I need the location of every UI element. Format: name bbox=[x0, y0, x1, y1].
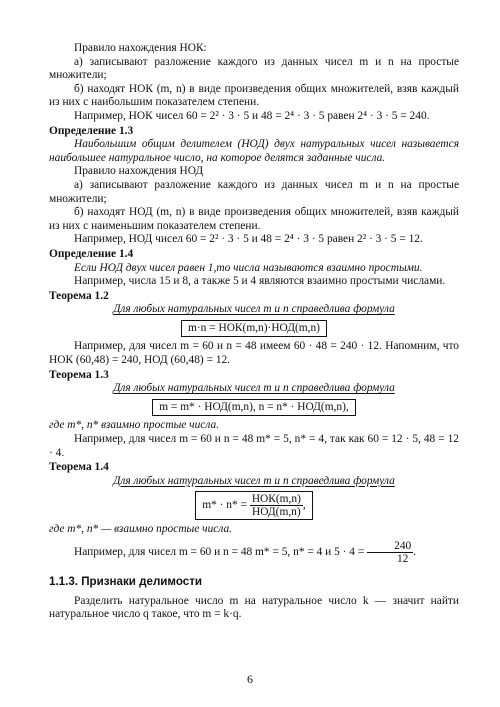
theorem-1-3-statement: Для любых натуральных чисел m и n справедлива формула bbox=[113, 382, 395, 395]
coprime-example: Например, числа 15 и 8, а также 5 и 4 являются взаимно простыми числами. bbox=[74, 275, 446, 288]
example-numerator: 240 bbox=[367, 540, 413, 553]
fraction-numerator: НОК(m,n) bbox=[251, 493, 301, 506]
example-fraction bbox=[367, 540, 413, 565]
rule-gcd-step-a: а) записывают разложение каждого из данных чисел m и n на простые множители; bbox=[49, 178, 459, 205]
theorem-1-2-example: Например, для чисел m = 60 и n = 48 имеем 60 · 48 = 240 · 12. Напомним, что НОК (60,48) = 240, НОД (60,48) = 12. bbox=[49, 340, 459, 367]
rule-gcd-step-b: б) находят НОД (m, n) в виде произведения общих множителей, взяв каждый из них с наименьшим показателем степени. bbox=[49, 206, 459, 232]
formula-fraction bbox=[250, 493, 303, 518]
section-heading: 1.1.3. Признаки делимости bbox=[49, 575, 203, 588]
definition-1-4-heading: Определение 1.4 bbox=[49, 247, 134, 260]
theorem-1-4-formula bbox=[195, 491, 312, 520]
theorem-1-4-note: где m*, n* — взаимно простые числа. bbox=[49, 523, 232, 536]
fraction-denominator: НОД(m,n) bbox=[252, 506, 301, 519]
theorem-1-3-heading: Теорема 1.3 bbox=[49, 368, 109, 381]
formula-comma: , bbox=[302, 499, 306, 512]
rule-lcm-step-b: б) находят НОК (m, n) в виде произведения общих множителей, взяв каждый из них с наибольшим показателем степени. bbox=[49, 82, 459, 109]
theorem-1-3-note: где m*, n* взаимно простые числа. bbox=[49, 419, 220, 432]
theorem-1-4-statement: Для любых натуральных чисел m и n справедлива формула bbox=[113, 474, 395, 487]
lcm-example: Например, НОК чисел 60 = 2² · 3 · 5 и 48 = 2⁴ · 3 · 5 равен 2⁴ · 3 · 5 = 240. bbox=[74, 109, 430, 122]
rule-lcm-step-a: а) записывают разложение каждого из данных чисел m и n на простые множители; bbox=[49, 55, 459, 82]
theorem-1-3-example: Например, для чисел m = 60 и n = 48 m* = 5, n* = 4, так как 60 = 12 · 5, 48 = 12 · 4. bbox=[49, 433, 459, 459]
theorem-1-2-formula: m·n = НОК(m,n)·НОД(m,n) bbox=[181, 320, 327, 338]
definition-1-3-heading: Определение 1.3 bbox=[49, 124, 134, 137]
rule-gcd-title: Правило нахождения НОД bbox=[74, 165, 204, 178]
divisibility-definition: Разделить натуральное число m на натуральное число k — значит найти натуральное число q такое, что m = k·q. bbox=[49, 594, 459, 621]
formula-left-side: m* · n* = bbox=[202, 499, 247, 512]
definition-1-3-text: Наибольшим общим делителем (НОД) двух натуральных чисел называется наибольшее натуральное число, на которое делятся заданные числа. bbox=[49, 138, 459, 164]
rule-lcm-title: Правило нахождения НОК: bbox=[74, 42, 207, 54]
page-number: 6 bbox=[247, 672, 253, 686]
theorem-1-2-heading: Теорема 1.2 bbox=[49, 289, 109, 302]
example-period: . bbox=[413, 546, 417, 559]
theorem-1-4-example bbox=[49, 540, 459, 565]
gcd-example: Например, НОД чисел 60 = 2² · 3 · 5 и 48 = 2⁴ · 3 · 5 равен 2² · 3 · 5 = 12. bbox=[74, 233, 423, 246]
theorem-1-2-statement: Для любых натуральных чисел m и n справедлива формула bbox=[113, 303, 395, 316]
theorem-1-3-formula: m = m* · НОД(m,n), n = n* · НОД(m,n), bbox=[152, 399, 356, 417]
example-text: Например, для чисел m = 60 и n = 48 m* = 5, n* = 4 и 5 · 4 = bbox=[74, 546, 365, 559]
example-denominator: 12 bbox=[396, 553, 409, 565]
definition-1-4-text: Если НОД двух чисел равен 1,то числа называются взаимно простыми. bbox=[74, 261, 423, 274]
page-body bbox=[49, 42, 459, 622]
theorem-1-4-heading: Теорема 1.4 bbox=[49, 461, 109, 474]
